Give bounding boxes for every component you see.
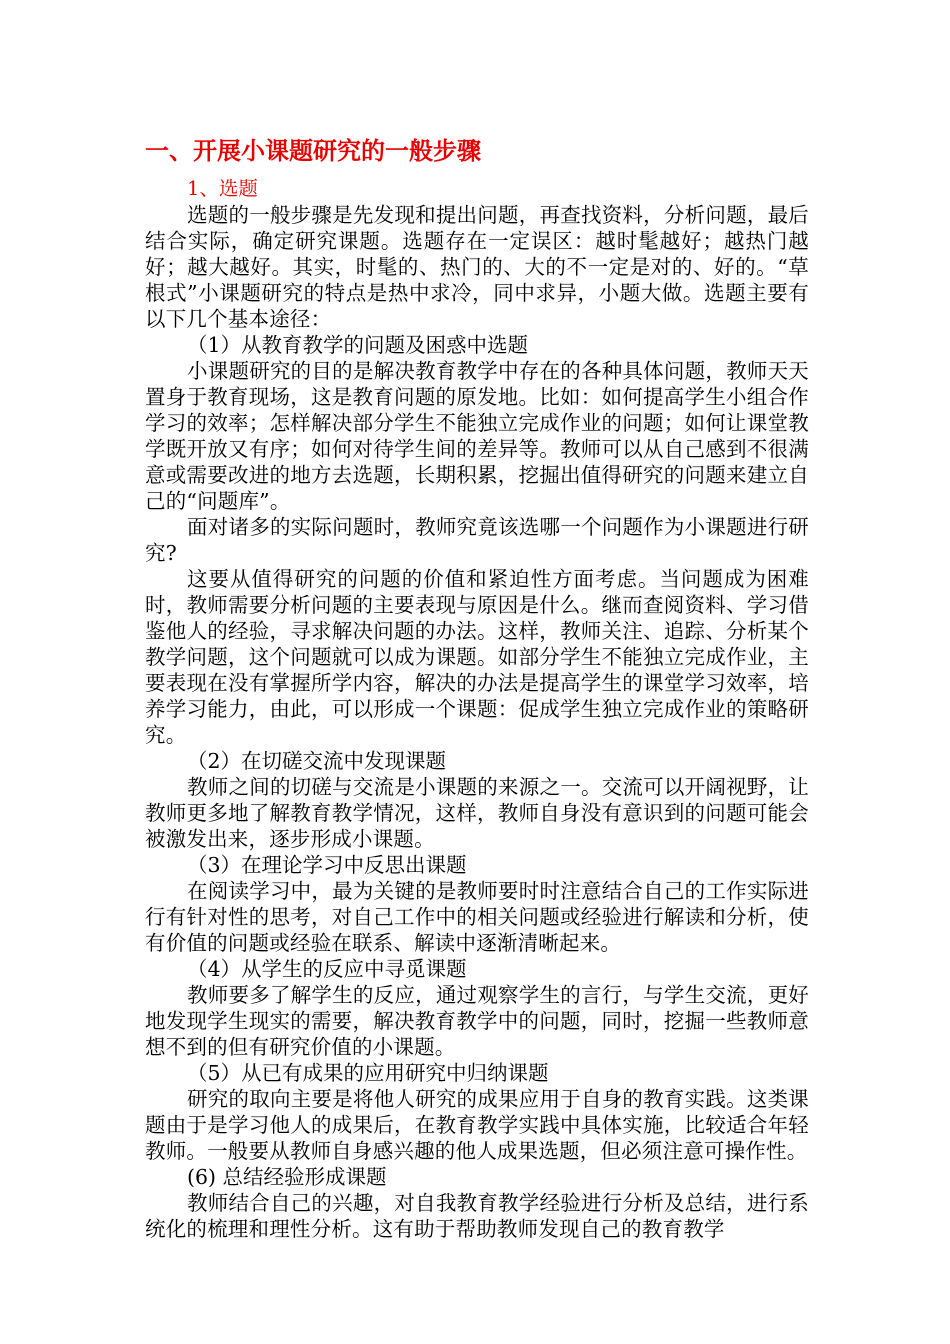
approach-heading-3: （3）在理论学习中反思出课题 — [187, 853, 467, 877]
paragraph: 教师结合自己的兴趣，对自我教育教学经验进行分析及总结，进行系统化的梳理和理性分析。这有助于帮助教师发现自己的教育教学 — [145, 1191, 809, 1241]
approach-heading-4: （4）从学生的反应中寻觅课题 — [187, 957, 467, 981]
paragraph: 在阅读学习中，最为关键的是教师要时时注意结合自己的工作实际进行有针对性的思考，对自己工作中的相关问题或经验进行解读和分析，使有价值的问题或经验在联系、解读中逐渐清晰起来。 — [145, 879, 809, 955]
approach-heading-1: （1）从教育教学的问题及困惑中选题 — [187, 333, 529, 357]
paragraph: 研究的取向主要是将他人研究的成果应用于自身的教育实践。这类课题由于是学习他人的成果后，在教育教学实践中具体实施，比较适合年轻教师。一般要从教师自身感兴趣的他人成果选题，但必须注意可操作性。 — [145, 1087, 809, 1163]
document-page — [145, 134, 809, 1242]
approach-heading-5: （5）从已有成果的应用研究中归纳课题 — [187, 1061, 549, 1085]
approach-heading-2: （2）在切磋交流中发现课题 — [187, 749, 447, 773]
section-title: 一、开展小课题研究的一般步骤 — [145, 136, 481, 165]
subsection-title: 1、选题 — [187, 177, 258, 200]
approach-heading-6: (6) 总结经验形成课题 — [187, 1165, 387, 1189]
paragraph: 教师要多了解学生的反应，通过观察学生的言行，与学生交流，更好地发现学生现实的需要，解决教育教学中的问题，同时，挖掘一些教师意想不到的但有研究价值的小课题。 — [145, 983, 809, 1059]
paragraph: 教师之间的切磋与交流是小课题的来源之一。交流可以开阔视野，让教师更多地了解教育教学情况，这样，教师自身没有意识到的问题可能会被激发出来，逐步形成小课题。 — [145, 775, 809, 851]
paragraph: 这要从值得研究的问题的价值和紧迫性方面考虑。当问题成为困难时，教师需要分析问题的主要表现与原因是什么。继而查阅资料、学习借鉴他人的经验，寻求解决问题的办法。这样，教师关注、追踪、分析某个教学问题，这个问题就可以成为课题。如部分学生不能独立完成作业，主要表现在没有掌握所学内容，解决的办法是提高学生的课堂学习效率，培养学习能力，由此，可以形成一个课题：促成学生独立完成作业的策略研究。 — [145, 567, 809, 747]
paragraph: 小课题研究的目的是解决教育教学中存在的各种具体问题，教师天天置身于教育现场，这是教育问题的原发地。比如：如何提高学生小组合作学习的效率；怎样解决部分学生不能独立完成作业的问题；如何让课堂教学既开放又有序；如何对待学生间的差异等。教师可以从自己感到不很满意或需要改进的地方去选题，长期积累，挖掘出值得研究的问题来建立自己的“问题库”。 — [145, 359, 809, 513]
paragraph: 选题的一般步骤是先发现和提出问题，再查找资料，分析问题，最后结合实际，确定研究课题。选题存在一定误区：越时髦越好；越热门越好；越大越好。其实，时髦的、热门的、大的不一定是对的、好的。“草根式”小课题研究的特点是热中求冷，同中求异，小题大做。选题主要有以下几个基本途径： — [145, 203, 809, 331]
paragraph: 面对诸多的实际问题时，教师究竟该选哪一个问题作为小课题进行研究? — [145, 515, 809, 565]
